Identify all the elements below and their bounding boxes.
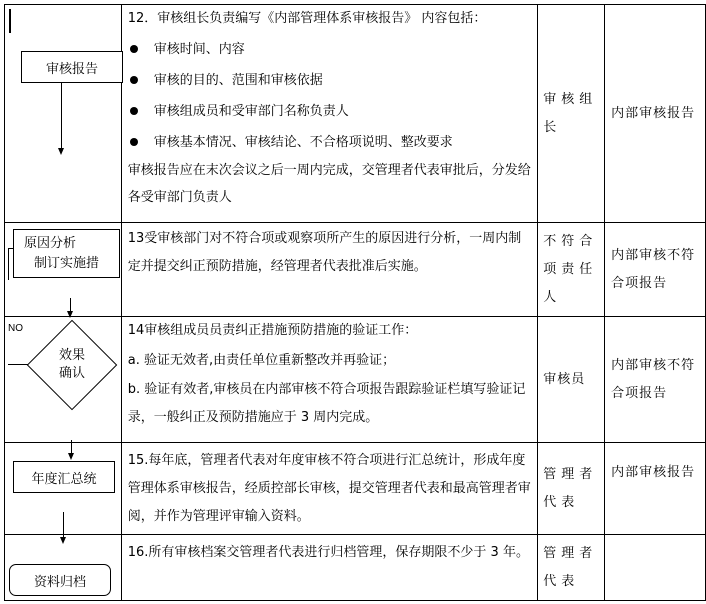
flow-no-branch [8,364,28,365]
bullet-item: 审核时间、内容 [128,36,533,64]
flow-box-annual-summary: 年度汇总统 [13,461,115,493]
description-cell [121,535,537,601]
flow-cell [5,5,122,223]
list-item: a. 验证无效者,由责任单位重新整改并再验证； [127,353,396,368]
record-cell: 内部审核报告 [605,443,706,535]
description-cell [121,443,537,535]
arrow-down-icon [67,311,73,318]
bullet-item: 审核基本情况、审核结论、不合格项说明、整改要求 [128,129,533,157]
record-cell [605,535,706,601]
flow-box-cause-analysis: 原因分析 制订实施措 [13,229,120,278]
flow-connector [61,82,62,148]
flow-box-archive: 资料归档 [9,564,111,596]
arrow-down-icon [60,537,66,544]
flow-feedback-line [8,248,9,280]
bullet-item: 审核组成员和受审部门名称负责人 [128,98,533,126]
table-row [5,5,706,223]
arrow-down-icon [68,453,74,460]
bullet-dot-icon [130,138,138,146]
responsible-cell: 审核组长 [538,5,605,223]
bullet-item: 审核的目的、范围和审核依据 [128,67,533,95]
procedure-table [4,4,706,601]
list-item: b. 验证有效者,审核员在内部审核不符合项报告跟踪验证栏填写验证记录，一般纠正及预防措施应于 3 周内完成。 [127,382,526,425]
step-intro: 12．审核组长负责编写《内部管理体系审核报告》 内容包括： [127,11,487,26]
bullet-dot-icon [130,107,138,115]
description-cell [121,317,537,443]
description-cell [121,223,537,317]
text-cursor [9,9,11,33]
record-cell: 内部审核报告 [605,5,706,223]
responsible-cell: 审核员 [538,317,605,443]
responsible-cell: 管理者代表 [538,443,605,535]
flow-connector [70,298,71,312]
responsible-cell: 不符合项责任人 [538,223,605,317]
record-cell: 内部审核不符合项报告 [605,223,706,317]
step-intro: 16.所有审核档案交管理者代表进行归档管理，保存期限不少于 3 年。 [127,545,529,560]
responsible-cell: 管理者代表 [538,535,605,601]
no-label: NO [8,323,23,334]
flow-connector [71,440,72,454]
bullet-dot-icon [130,76,138,84]
arrow-down-icon [58,148,64,155]
flow-box-audit-report: 审核报告 [21,51,123,83]
description-cell [121,5,537,223]
step-intro: 15.每年底，管理者代表对年度审核不符合项进行汇总统计，形成年度管理体系审核报告，经质控部长审核，提交管理者代表和最高管理者审阅，并作为管理评审输入资料。 [127,453,531,524]
flow-connector [63,512,64,538]
record-cell: 内部审核不符合项报告 [605,317,706,443]
bullet-dot-icon [130,45,138,53]
table-row [5,317,706,443]
flow-feedback-line [8,248,13,249]
step-tail: 审核报告应在末次会议之后一周内完成，交管理者代表审批后，分发给各受审部门负责人 [127,163,531,205]
step-intro: 14审核组成员员责纠正措施预防措施的验证工作： [127,323,418,338]
flow-decision-label: 效果 确认 [58,348,85,381]
step-intro: 13受审核部门对不符合项或观察项所产生的原因进行分析，一周内制定并提交纠正预防措施，经管理者代表批准后实施。 [127,231,522,274]
